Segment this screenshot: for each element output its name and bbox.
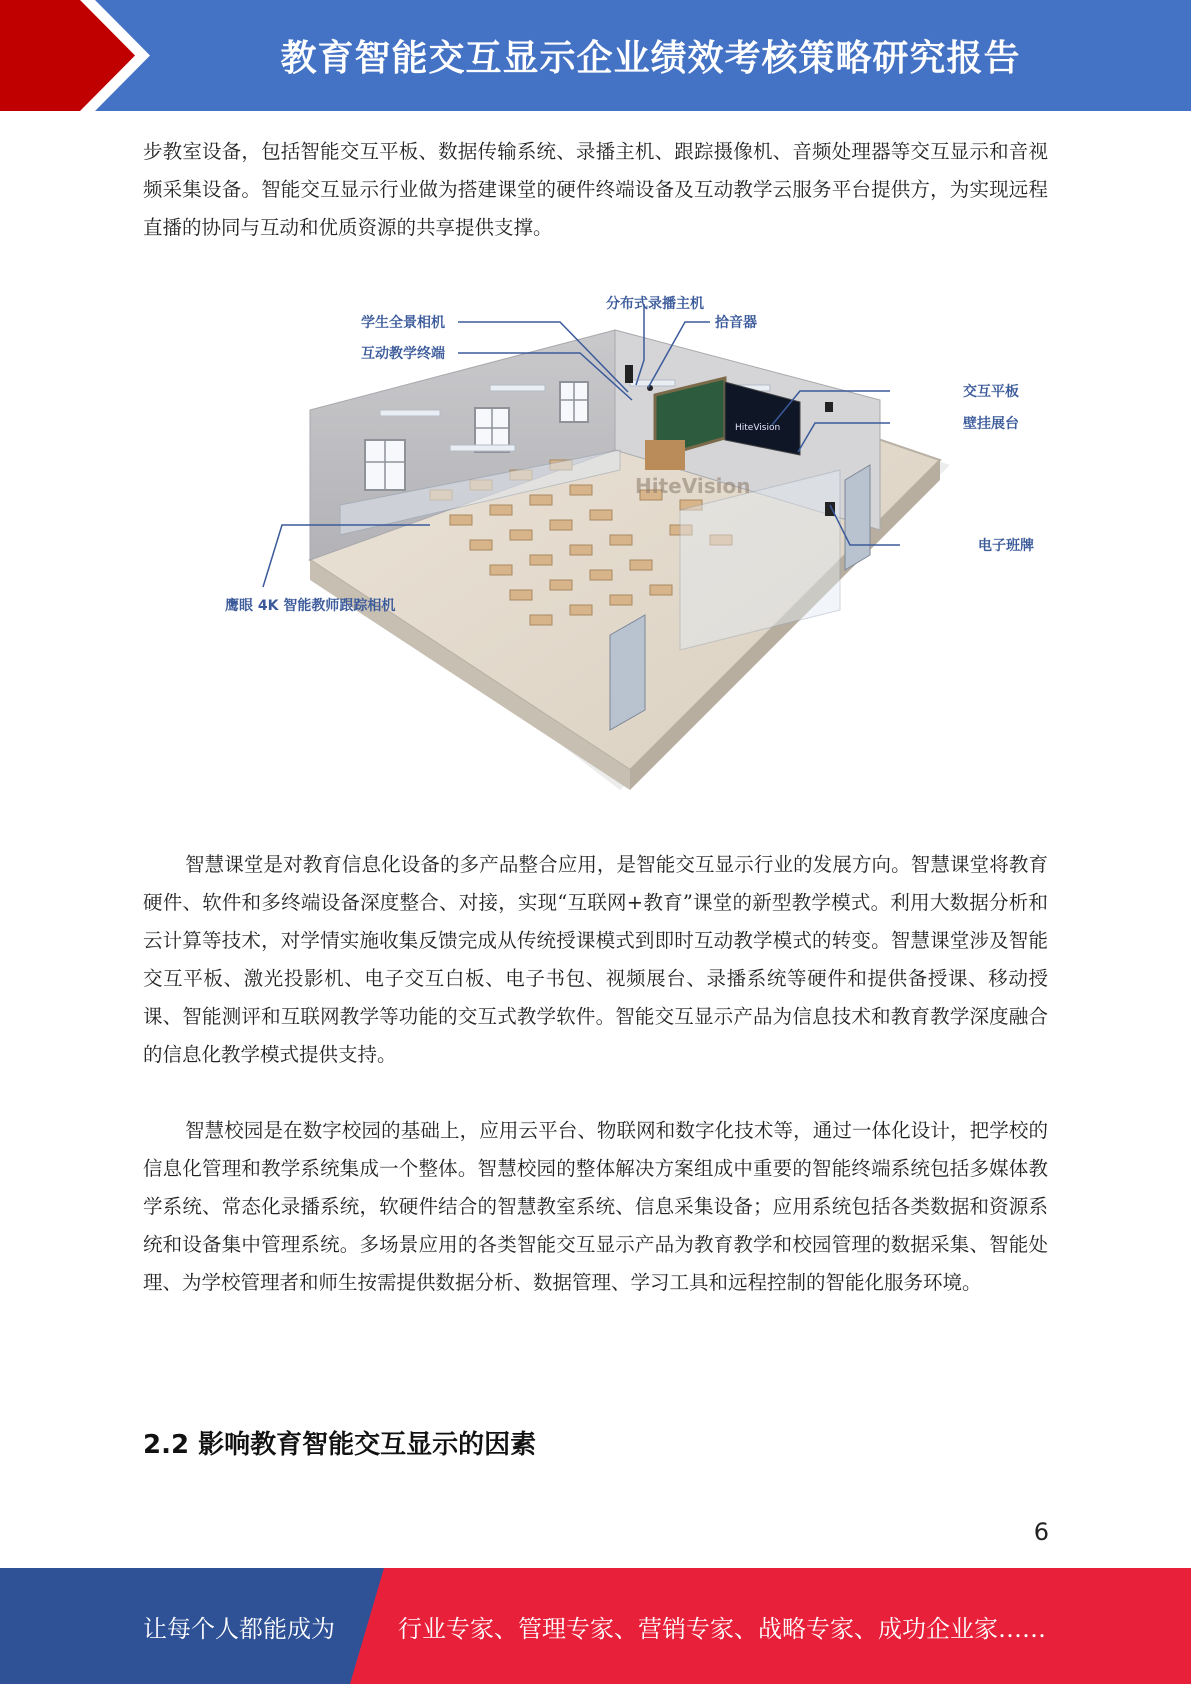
page-number: 6 [1033,1518,1049,1546]
body-paragraph-3: 智慧校园是在数字校园的基础上，应用云平台、物联网和数字化技术等，通过一体化设计，把学校的信息化管理和教学系统集成一个整体。智慧校园的整体解决方案组成中重要的智能终端系统包括多媒体教学系统、常态化录播系统，软硬件结合的智慧教室系统、信息采集设备；应用系统包括各类数据和资源系统和设备集中管理系统。多场景应用的各类智能交互显示产品为教育教学和校园管理的数据采集、智能处理、为学校管理者和师生按需提供数据分析、数据管理、学习工具和远程控制的智能化服务环境。 [143,1119,1048,1294]
label-student-camera: 学生全景相机 [361,315,445,331]
label-teacher-camera: 鹰眼 4K 智能教师跟踪相机 [225,598,396,614]
report-title: 教育智能交互显示企业绩效考核策略研究报告 [280,38,1021,79]
class-sign-device [825,502,835,516]
header-red-chevron [0,0,150,111]
label-microphone: 拾音器 [715,315,757,331]
page-header [0,0,1191,111]
section-heading: 2.2 影响教育智能交互显示的因素 [143,1430,537,1460]
footer-slogan-left: 让每个人都能成为 [143,1614,335,1643]
label-interactive-terminal: 互动教学终端 [361,346,445,362]
brand-watermark: HiteVision [635,474,751,498]
body-paragraph-2: 智慧课堂是对教育信息化设备的多产品整合应用，是智能交互显示行业的发展方向。智慧课堂将教育硬件、软件和多终端设备深度整合、对接，实现“互联网+教育”课堂的新型教学模式。利用大数据分析和云计算等技术，对学情实施收集反馈完成从传统授课模式到即时互动教学模式的转变。智慧课堂涉及智能交互平板、激光投影机、电子交互白板、电子书包、视频展台、录播系统等硬件和提供备授课、移动授课、智能测评和互联网教学等功能的交互式教学软件。智能交互显示产品为信息技术和教育教学深度融合的信息化教学模式提供支持。 [143,853,1048,1066]
page-footer [0,1568,1191,1684]
label-class-sign: 电子班牌 [978,538,1034,554]
screen-logo: HiteVision [735,423,781,433]
classroom-illustration [200,290,1060,800]
recorder-device [625,365,633,383]
footer-slogan-right: 行业专家、管理专家、营销专家、战略专家、成功企业家…… [398,1614,1046,1643]
label-interactive-panel: 交互平板 [963,384,1019,400]
label-wall-booth: 壁挂展台 [963,416,1019,432]
label-distributed-recorder: 分布式录播主机 [606,296,704,312]
body-paragraph-1: 步教室设备，包括智能交互平板、数据传输系统、录播主机、跟踪摄像机、音频处理器等交互显示和音视频采集设备。智能交互显示行业做为搭建课堂的硬件终端设备及互动教学云服务平台提供方，为实现远程直播的协同与互动和优质资源的共享提供支撑。 [143,140,1048,239]
